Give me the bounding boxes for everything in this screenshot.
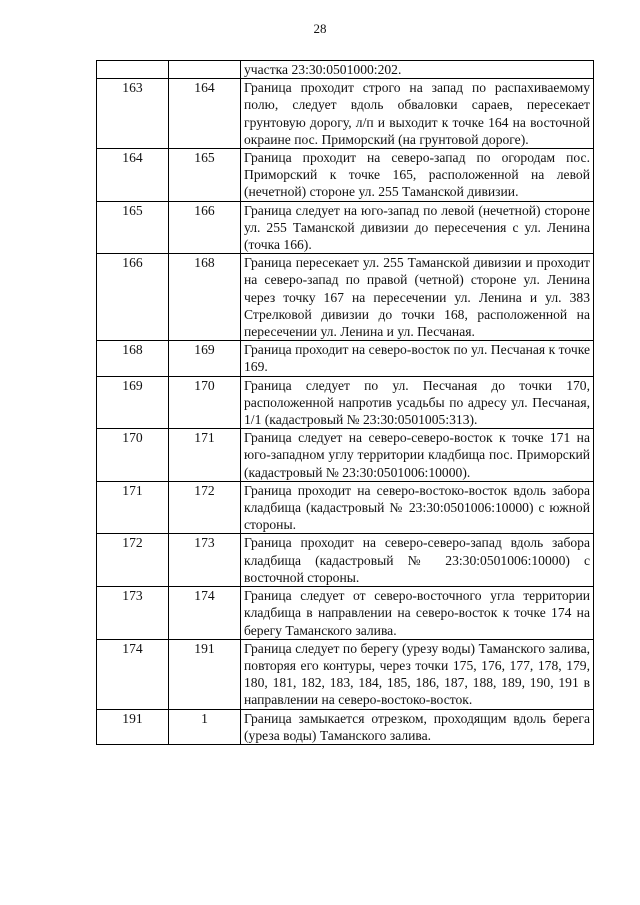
description-cell: Граница проходит на северо-запад по огородам пос. Приморский к точке 165, расположенной на левой (нечетной) стороне ул. 255 Таманской дивизии. [241,149,594,202]
from-point-cell: 191 [97,709,169,744]
to-point-cell: 174 [169,587,241,640]
boundary-table-body [97,61,594,745]
to-point-cell: 191 [169,639,241,709]
table-row [97,341,594,376]
table-row [97,587,594,640]
table-row [97,79,594,149]
to-point-cell: 173 [169,534,241,587]
to-point-cell: 170 [169,376,241,429]
to-point-cell: 164 [169,79,241,149]
from-point-cell: 169 [97,376,169,429]
description-cell: участка 23:30:0501000:202. [241,61,594,79]
table-row [97,481,594,534]
from-point-cell [97,61,169,79]
description-cell: Граница следует от северо-восточного угла территории кладбища в направлении на северо-восток к точке 174 на берегу Таманского залива. [241,587,594,640]
to-point-cell: 172 [169,481,241,534]
from-point-cell: 173 [97,587,169,640]
table-row [97,639,594,709]
table-row [97,534,594,587]
table-row [97,376,594,429]
from-point-cell: 174 [97,639,169,709]
description-cell: Граница проходит на северо-востоко-восток вдоль забора кладбища (кадастровый № 23:30:0501006:10000) с южной стороны. [241,481,594,534]
description-cell: Граница проходит на северо-северо-запад вдоль забора кладбища (кадастровый № 23:30:0501006:10000) с восточной стороны. [241,534,594,587]
description-cell: Граница следует по ул. Песчаная до точки 170, расположенной напротив усадьбы по адресу ул. Песчаная, 1/1 (кадастровый № 23:30:0501005:313). [241,376,594,429]
description-cell: Граница проходит строго на запад по распахиваемому полю, следует вдоль обваловки сараев, пересекает грунтовую дорогу, л/п и выходит к точке 164 на восточной окраине пос. Приморский (на грунтовой дороге). [241,79,594,149]
from-point-cell: 164 [97,149,169,202]
from-point-cell: 165 [97,201,169,254]
to-point-cell: 169 [169,341,241,376]
to-point-cell [169,61,241,79]
page-number: 28 [313,21,327,36]
boundary-table [96,60,594,745]
description-cell: Граница проходит на северо-восток по ул. Песчаная к точке 169. [241,341,594,376]
to-point-cell: 168 [169,254,241,341]
to-point-cell: 171 [169,429,241,482]
to-point-cell: 1 [169,709,241,744]
table-row [97,709,594,744]
to-point-cell: 165 [169,149,241,202]
from-point-cell: 172 [97,534,169,587]
table-row [97,149,594,202]
description-cell: Граница следует по берегу (урезу воды) Таманского залива, повторяя его контуры, через точки 175, 176, 177, 178, 179, 180, 181, 182, 183, 184, 185, 186, 187, 188, 189, 190, 191 в направлении на северо-востоко-восток. [241,639,594,709]
from-point-cell: 166 [97,254,169,341]
from-point-cell: 168 [97,341,169,376]
description-cell: Граница следует на юго-запад по левой (нечетной) стороне ул. 255 Таманской дивизии до пересечения с ул. Ленина (точка 166). [241,201,594,254]
description-cell: Граница замыкается отрезком, проходящим вдоль берега (уреза воды) Таманского залива. [241,709,594,744]
table-row [97,254,594,341]
from-point-cell: 171 [97,481,169,534]
to-point-cell: 166 [169,201,241,254]
description-cell: Граница следует на северо-северо-восток к точке 171 на юго-западном углу территории кладбища пос. Приморский (кадастровый № 23:30:0501006:10000). [241,429,594,482]
table-row [97,61,594,79]
from-point-cell: 163 [97,79,169,149]
from-point-cell: 170 [97,429,169,482]
table-row [97,201,594,254]
description-cell: Граница пересекает ул. 255 Таманской дивизии и проходит на северо-запад по правой (четной) стороне ул. Ленина через точку 167 на пересечении ул. Ленина и ул. 383 Стрелковой дивизии до точки 168, расположенной на пересечении ул. Ленина и ул. Песчаная. [241,254,594,341]
table-row [97,429,594,482]
